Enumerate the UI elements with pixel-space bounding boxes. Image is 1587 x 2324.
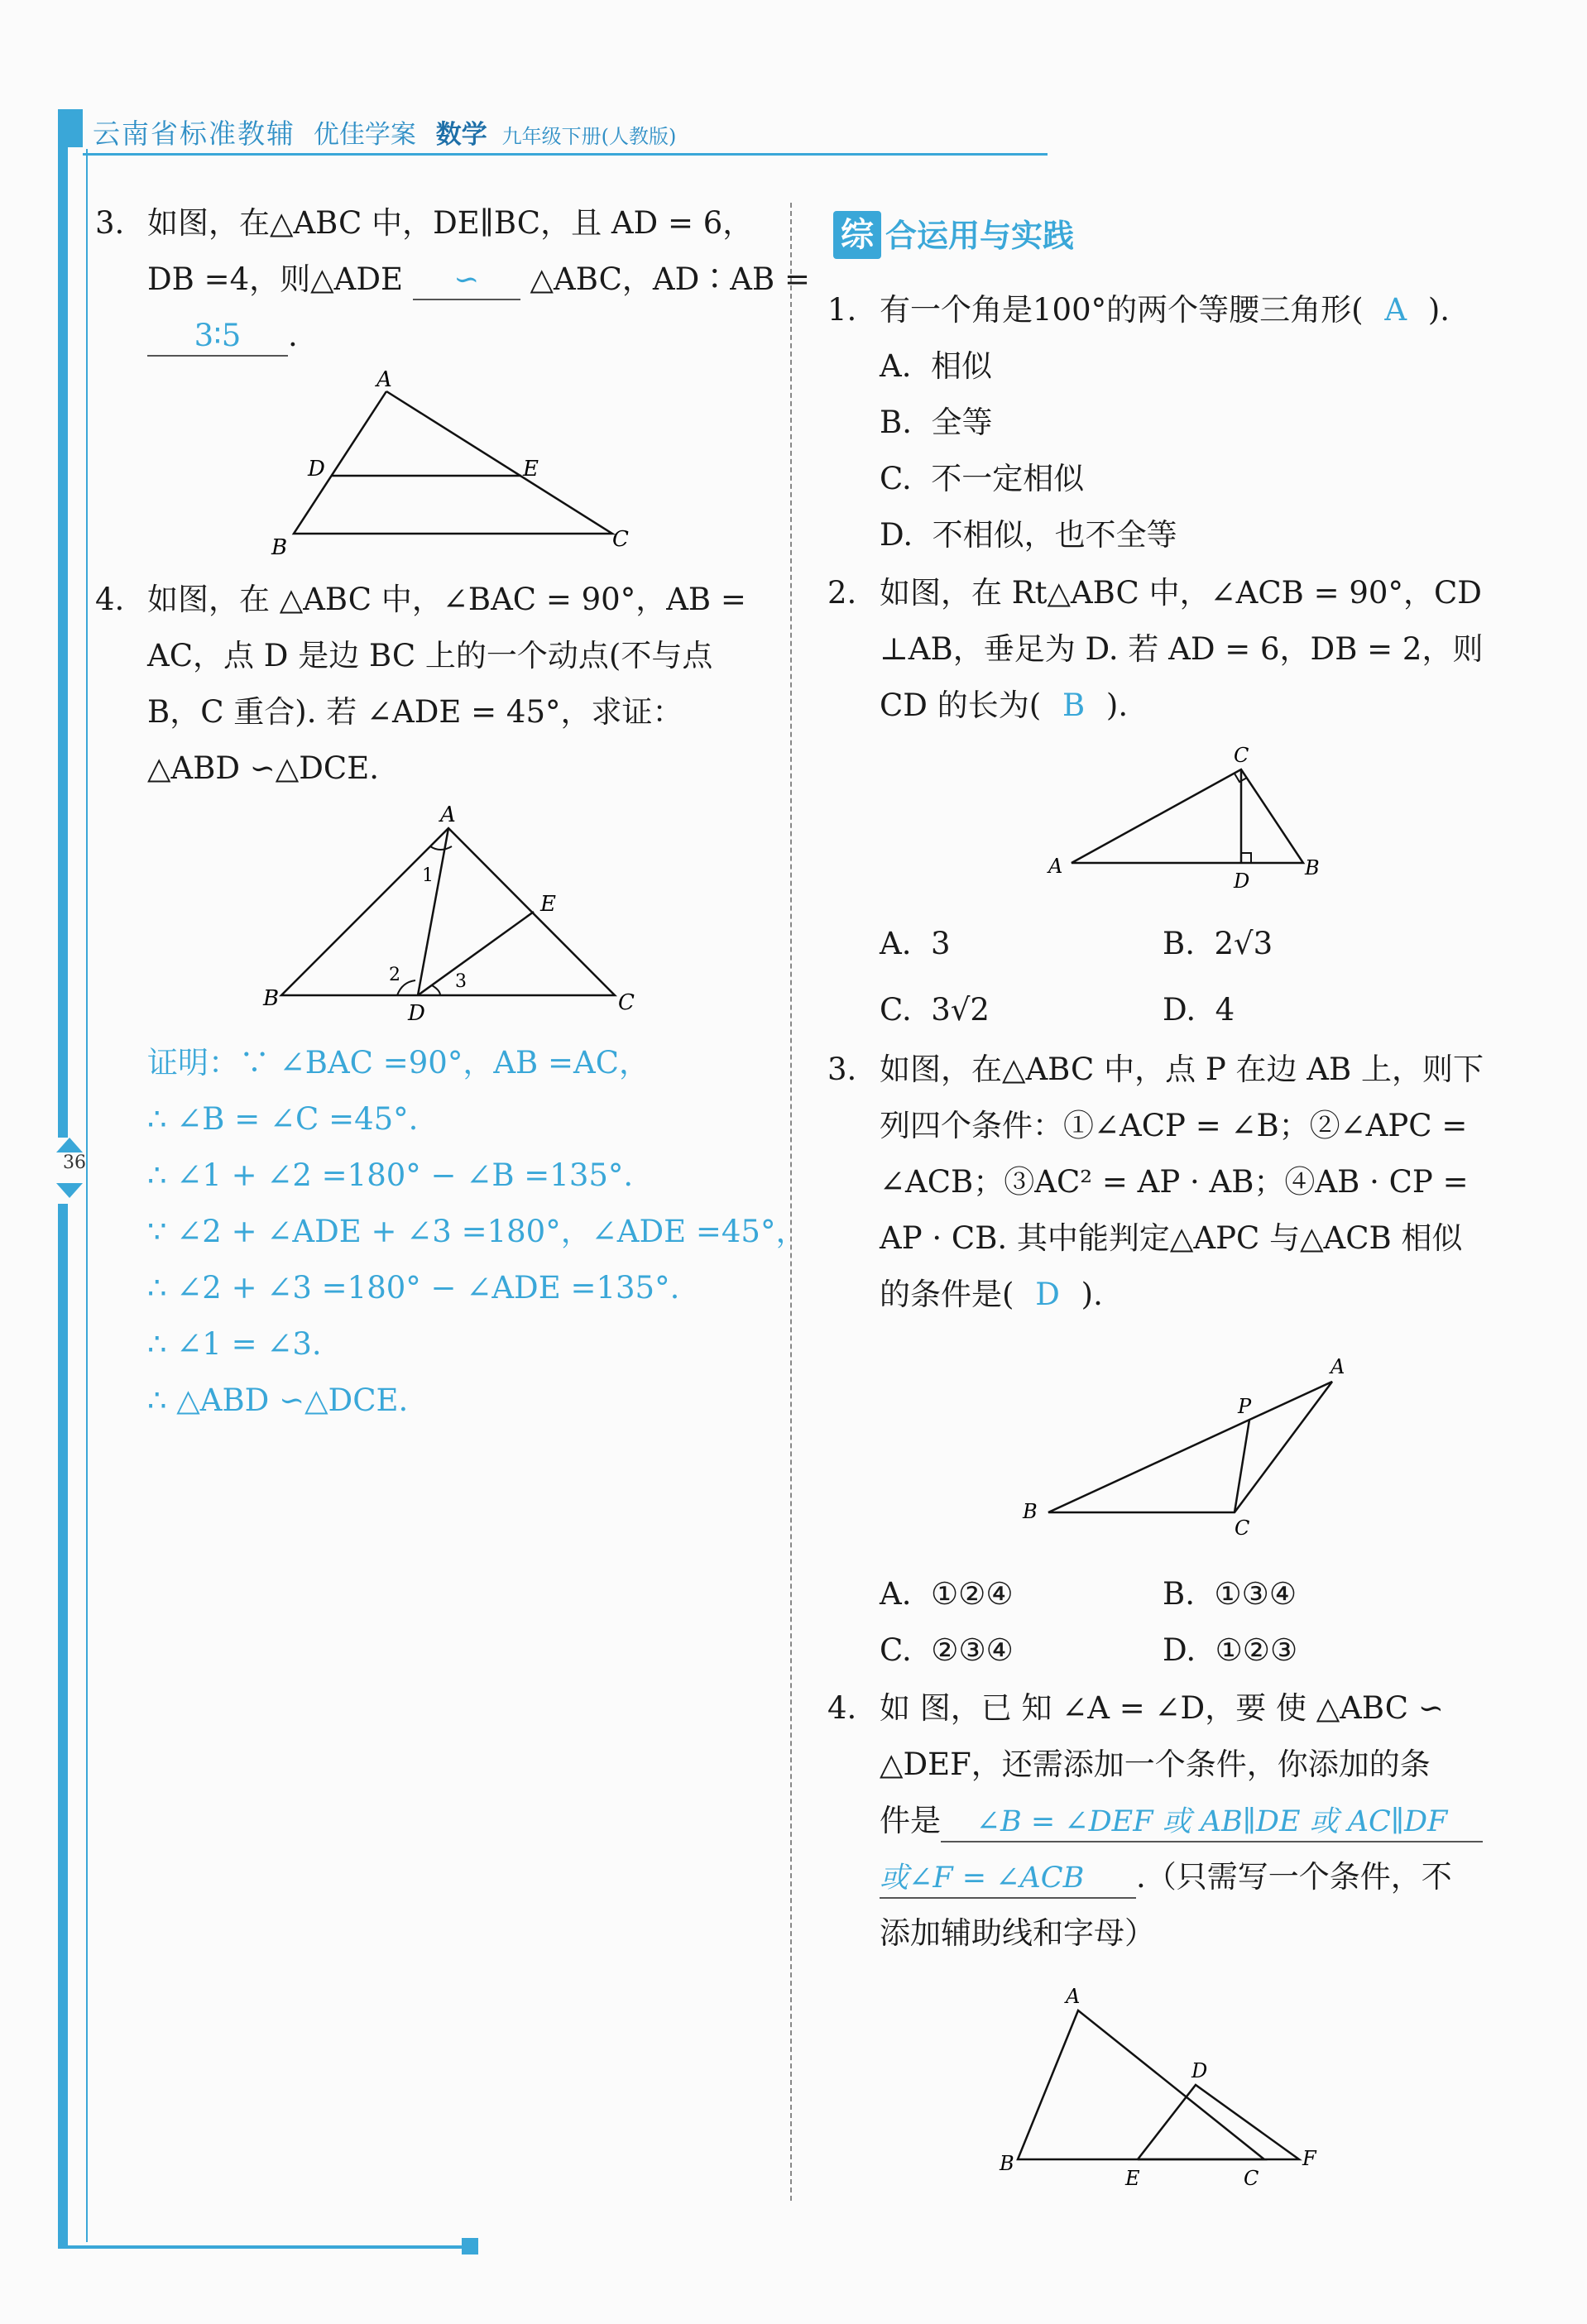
right-q3-line1: 如图，在△ABC 中，点 P 在边 AB 上，则下 — [880, 1052, 1484, 1087]
label-3: 3 — [455, 971, 467, 992]
right-q3-figure — [1018, 1349, 1365, 1539]
header-underline — [83, 153, 1048, 156]
bottom-border-square — [462, 2238, 478, 2255]
right-q1-answer: A — [1384, 292, 1407, 328]
right-q3-line5 — [880, 1266, 1103, 1323]
page-number: 36 — [63, 1152, 86, 1173]
right-q1-close: ). — [1427, 292, 1450, 328]
label-f: F — [1302, 2147, 1316, 2170]
header-book: 优佳学案 — [313, 120, 416, 150]
right-q4-line2: △DEF，还需添加一个条件，你添加的条 — [880, 1747, 1431, 1782]
right-q1-stem — [880, 281, 1450, 338]
section-badge: 综 — [833, 211, 881, 259]
left-border-thin — [86, 149, 88, 2242]
proof-line-7: ∴ △ABD ∽△DCE. — [147, 1382, 409, 1418]
column-divider — [790, 203, 792, 2201]
proof-line-5: ∴ ∠2 + ∠3 =180° − ∠ADE =135°. — [147, 1270, 680, 1306]
header-grade: 九年级下册(人教版) — [501, 125, 677, 148]
label-d: D — [1234, 870, 1250, 889]
right-q1-option-b: B. 全等 — [880, 405, 993, 440]
right-q2-option-b: B. 2√3 — [1163, 926, 1273, 961]
page-number-marker-top — [56, 1138, 83, 1152]
segment-de — [418, 912, 534, 995]
label-c: C — [1235, 1517, 1250, 1539]
left-q4-line2: AC，点 D 是边 BC 上的一个动点(不与点 — [147, 638, 713, 673]
right-q2-option-d: D. 4 — [1163, 992, 1235, 1028]
right-q4-line4b: .（只需写一个条件，不 — [1136, 1859, 1452, 1895]
label-d: D — [1191, 2059, 1208, 2082]
left-q3-answer-similar: ∽ — [413, 261, 520, 300]
right-q4-line3 — [880, 1792, 1483, 1849]
left-q3-line3 — [147, 307, 298, 364]
right-q2-line1: 如图，在 Rt△ABC 中，∠ACB = 90°，CD — [880, 575, 1482, 611]
left-q3-line2a: DB =4，则△ADE — [147, 261, 404, 297]
right-q2-number: 2. — [827, 575, 857, 611]
label-b: B — [263, 986, 280, 1011]
triangle-abc — [1048, 1382, 1332, 1512]
proof-line-2: ∴ ∠B = ∠C =45°. — [147, 1101, 419, 1137]
right-q3-option-b: B. ①③④ — [1163, 1576, 1297, 1612]
label-e: E — [540, 892, 556, 917]
right-q4-number: 4. — [827, 1690, 857, 1726]
right-q3-line2: 列四个条件：①∠ACP = ∠B；②∠APC = — [880, 1108, 1468, 1143]
right-q3-answer: D — [1035, 1277, 1060, 1312]
right-q2-line2: ⊥AB，垂足为 D. 若 AD = 6，DB = 2，则 — [880, 631, 1484, 667]
left-q3-end: . — [288, 318, 298, 353]
right-q2-option-a: A. 3 — [880, 926, 951, 961]
label-c: C — [1244, 2167, 1259, 2190]
header-tab — [58, 109, 83, 147]
label-c: C — [1234, 744, 1249, 767]
right-q4-figure — [993, 1981, 1340, 2197]
right-q1-option-c: C. 不一定相似 — [880, 461, 1085, 496]
label-p: P — [1238, 1395, 1252, 1418]
right-q1-option-d: D. 不相似，也不全等 — [880, 517, 1177, 553]
left-q3-number: 3. — [95, 205, 125, 241]
right-q4-line5: 添加辅助线和字母） — [880, 1915, 1155, 1951]
right-q1-number: 1. — [827, 292, 857, 328]
left-q4-line1: 如图，在 △ABC 中，∠BAC = 90°，AB = — [147, 582, 746, 617]
triangle-abc — [294, 391, 612, 534]
right-q2-answer: B — [1062, 688, 1086, 723]
page-number-marker-bottom — [56, 1183, 83, 1198]
right-q4-line1: 如 图，已 知 ∠A = ∠D，要 使 △ABC ∽ — [880, 1690, 1444, 1726]
label-e: E — [1125, 2167, 1140, 2190]
left-q3-line2 — [147, 251, 810, 308]
label-b: B — [1000, 2152, 1014, 2175]
right-q3-line3: ∠ACB；③AC² = AP · AB；④AB · CP = — [880, 1164, 1469, 1200]
left-q4-line3: B，C 重合). 若 ∠ADE = 45°，求证： — [147, 694, 683, 730]
label-1: 1 — [422, 865, 434, 886]
header-series: 云南省标准教辅 — [93, 117, 295, 150]
label-b: B — [1023, 1500, 1038, 1523]
right-angle-mark-d — [1241, 853, 1251, 863]
left-q4-line4: △ABD ∽△DCE. — [147, 750, 379, 786]
right-q3-line5a: 的条件是( — [880, 1277, 1014, 1312]
section-title: 合运用与实践 — [885, 217, 1075, 254]
label-a: A — [376, 368, 392, 392]
left-border-bar-lower — [58, 1204, 68, 2246]
right-q3-line5b: ). — [1081, 1277, 1103, 1312]
proof-line-3: ∴ ∠1 + ∠2 =180° − ∠B =135°. — [147, 1157, 634, 1193]
left-q3-figure — [265, 368, 645, 558]
right-q4-line3a: 件是 — [880, 1803, 941, 1838]
triangle-abc — [1072, 769, 1303, 863]
bottom-border-line — [58, 2245, 467, 2249]
right-q2-line3b: ). — [1105, 688, 1129, 723]
left-q4-number: 4. — [95, 582, 125, 617]
header-subject: 数学 — [435, 120, 487, 150]
triangle-abc — [1018, 2010, 1264, 2159]
label-b: B — [1305, 856, 1320, 879]
label-b: B — [271, 535, 288, 558]
right-q2-line3 — [880, 677, 1128, 734]
label-e: E — [523, 457, 539, 482]
right-q1-option-a: A. 相似 — [880, 348, 993, 384]
right-q2-figure — [1038, 740, 1336, 889]
right-q3-line4: AP · CB. 其中能判定△APC 与△ACB 相似 — [880, 1220, 1463, 1256]
right-q4-answer-part2: 或∠F = ∠ACB — [880, 1859, 1136, 1899]
right-q3-option-c: C. ②③④ — [880, 1632, 1014, 1668]
left-q4-figure — [257, 798, 645, 1022]
label-a: A — [440, 803, 456, 827]
proof-line-1: 证明：∵ ∠BAC =90°，AB =AC， — [147, 1045, 650, 1081]
label-a: A — [1066, 1985, 1081, 2008]
left-q3-line1: 如图，在△ABC 中，DE∥BC，且 AD = 6， — [147, 205, 754, 241]
triangle-abc — [281, 828, 615, 995]
angle-arc-3 — [432, 985, 440, 995]
label-a: A — [1048, 855, 1063, 878]
right-q3-option-a: A. ①②④ — [880, 1576, 1014, 1612]
label-c: C — [612, 527, 629, 552]
right-q3-number: 3. — [827, 1052, 857, 1087]
right-q4-line4 — [880, 1848, 1452, 1905]
header — [93, 113, 676, 149]
left-border-bar — [58, 116, 68, 1138]
label-d: D — [408, 1001, 425, 1022]
label-2: 2 — [389, 965, 400, 985]
left-q3-answer-ratio: 3∶5 — [147, 317, 288, 357]
label-d: D — [308, 457, 325, 482]
right-q4-answer-part1: ∠B = ∠DEF 或 AB∥DE 或 AC∥DF — [941, 1803, 1483, 1842]
proof-line-4: ∵ ∠2 + ∠ADE + ∠3 =180°，∠ADE =45°， — [147, 1214, 807, 1249]
label-c: C — [618, 990, 635, 1015]
right-q1-stem-text: 有一个角是100°的两个等腰三角形( — [880, 292, 1364, 328]
right-q2-option-c: C. 3√2 — [880, 992, 990, 1028]
right-q2-line3a: CD 的长为( — [880, 688, 1042, 723]
right-q3-option-d: D. ①②③ — [1163, 1632, 1298, 1668]
segment-cp — [1235, 1420, 1249, 1512]
angle-arc-1 — [430, 846, 452, 850]
left-q3-line2b: △ABC，AD∶AB = — [530, 261, 810, 297]
label-a: A — [1330, 1355, 1345, 1378]
proof-line-6: ∴ ∠1 = ∠3. — [147, 1326, 322, 1362]
